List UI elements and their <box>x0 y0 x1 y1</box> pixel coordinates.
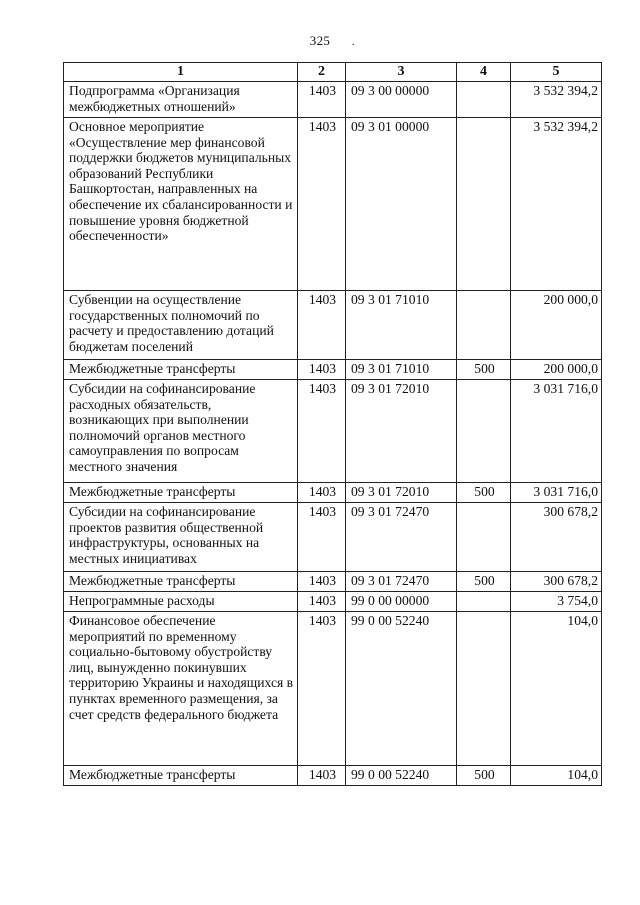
table-row <box>64 118 602 291</box>
row-expense <box>457 291 511 360</box>
row-expense <box>457 118 511 291</box>
table-row <box>64 503 602 572</box>
table-row <box>64 380 602 483</box>
row-section: 1403 <box>298 291 346 360</box>
row-expense: 500 <box>457 483 511 503</box>
row-name: Субвенции на осуществление государственных полномочий по расчету и предоставлению дотаций бюджетам поселений <box>64 291 298 360</box>
table-row <box>64 612 602 766</box>
row-name: Межбюджетные трансферты <box>64 572 298 592</box>
row-expense: 500 <box>457 572 511 592</box>
table-row <box>64 766 602 786</box>
row-amount: 3 031 716,0 <box>511 380 602 483</box>
row-amount: 200 000,0 <box>511 360 602 380</box>
row-amount: 3 754,0 <box>511 592 602 612</box>
row-target: 99 0 00 52240 <box>346 612 457 766</box>
row-expense <box>457 380 511 483</box>
row-target: 09 3 00 00000 <box>346 82 457 118</box>
budget-table <box>63 62 602 786</box>
row-amount: 3 532 394,2 <box>511 82 602 118</box>
row-expense <box>457 503 511 572</box>
column-header-2: 2 <box>298 63 346 82</box>
row-target: 09 3 01 72470 <box>346 572 457 592</box>
table-row <box>64 592 602 612</box>
row-target: 09 3 01 00000 <box>346 118 457 291</box>
table-row <box>64 572 602 592</box>
row-amount: 3 031 716,0 <box>511 483 602 503</box>
row-name: Субсидии на софинансирование проектов развития общественной инфраструктуры, основанных на местных инициативах <box>64 503 298 572</box>
row-amount: 104,0 <box>511 766 602 786</box>
row-section: 1403 <box>298 118 346 291</box>
row-name: Межбюджетные трансферты <box>64 766 298 786</box>
row-section: 1403 <box>298 483 346 503</box>
row-name: Финансовое обеспечение мероприятий по временному социально-бытовому обустройству лиц, вынужденно покинувших территорию Украины и находящихся в пунктах временного размещения, за счет средств федерального бюджета <box>64 612 298 766</box>
row-name: Непрограммные расходы <box>64 592 298 612</box>
row-section: 1403 <box>298 572 346 592</box>
row-amount: 200 000,0 <box>511 291 602 360</box>
table-row <box>64 82 602 118</box>
row-amount: 3 532 394,2 <box>511 118 602 291</box>
row-name: Межбюджетные трансферты <box>64 360 298 380</box>
row-expense: 500 <box>457 766 511 786</box>
table-header-row <box>64 63 602 82</box>
row-target: 99 0 00 00000 <box>346 592 457 612</box>
column-header-3: 3 <box>346 63 457 82</box>
page-number <box>0 33 640 49</box>
row-section: 1403 <box>298 82 346 118</box>
row-name: Подпрограмма «Организация межбюджетных отношений» <box>64 82 298 118</box>
row-section: 1403 <box>298 380 346 483</box>
row-amount: 104,0 <box>511 612 602 766</box>
column-header-4: 4 <box>457 63 511 82</box>
table-row <box>64 483 602 503</box>
row-amount: 300 678,2 <box>511 572 602 592</box>
table-row <box>64 360 602 380</box>
row-expense: 500 <box>457 360 511 380</box>
row-section: 1403 <box>298 766 346 786</box>
row-section: 1403 <box>298 503 346 572</box>
row-expense <box>457 592 511 612</box>
row-target: 09 3 01 72010 <box>346 483 457 503</box>
table-row <box>64 291 602 360</box>
row-target: 09 3 01 71010 <box>346 360 457 380</box>
row-target: 09 3 01 72470 <box>346 503 457 572</box>
column-header-5: 5 <box>511 63 602 82</box>
row-section: 1403 <box>298 612 346 766</box>
row-name: Основное мероприятие «Осуществление мер финансовой поддержки бюджетов муниципальных образований Республики Башкортостан, направленных на обеспечение их сбалансированности и повышение уровня бюджетной обеспеченности» <box>64 118 298 291</box>
page-speck: . <box>352 37 355 48</box>
row-expense <box>457 82 511 118</box>
row-section: 1403 <box>298 592 346 612</box>
column-header-1: 1 <box>64 63 298 82</box>
row-target: 99 0 00 52240 <box>346 766 457 786</box>
row-name: Субсидии на софинансирование расходных обязательств, возникающих при выполнении полномочий органов местного самоуправления по вопросам местного значения <box>64 380 298 483</box>
page-number-text: 325 <box>309 33 331 48</box>
row-expense <box>457 612 511 766</box>
row-target: 09 3 01 71010 <box>346 291 457 360</box>
row-target: 09 3 01 72010 <box>346 380 457 483</box>
row-section: 1403 <box>298 360 346 380</box>
row-amount: 300 678,2 <box>511 503 602 572</box>
row-name: Межбюджетные трансферты <box>64 483 298 503</box>
